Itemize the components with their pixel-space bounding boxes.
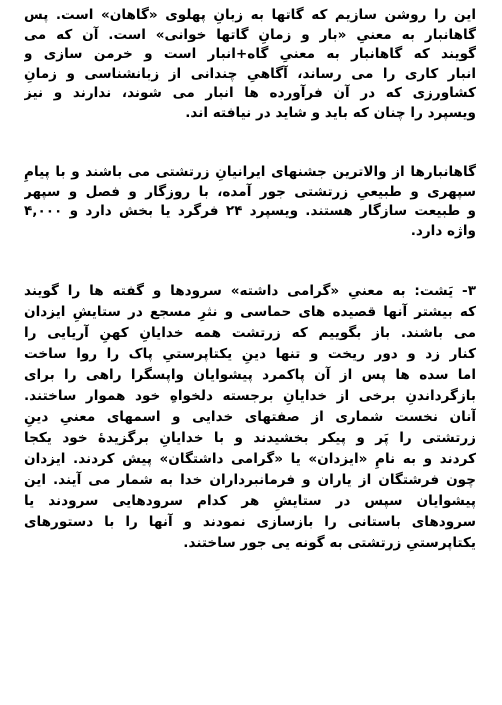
text-line: ویسپرد را چنان که باید و شاید در نیافته اند. (185, 104, 476, 121)
text-line: یکتاپرستیِ زرتشتی به گونه یی جور ساختند. (183, 535, 476, 551)
text-line: ۳- یَشت: به معنیِ «گرامی داشته» سرودها و گفته ها را گویند (24, 283, 476, 299)
paragraph-gahanbar-etymology (24, 6, 476, 123)
text-line: چون فرشتگان از یاران و فرمانبرداران خدا به شمار می آیند. این (24, 472, 476, 488)
text-line: انبار کاری را می رساند، آگاهیِ چندانی از زبانشناسی و زمانِ (24, 65, 476, 82)
text-line: آنان نخست شماری از صفتهای خدایی و اسمهای معنیِ دینِ (24, 409, 476, 425)
text-line: و طبیعت سازگار هستند. ویسپرد ۲۴ فرگرد یا بخش دارد و ۴,۰۰۰ (24, 203, 476, 219)
text-line: واژه دارد. (410, 222, 476, 239)
text-line: این را روشن سازیم که گاتها به زبانِ پهلوی «گاهان» است. پس (24, 7, 476, 23)
text-line: کنار زد و دور ریخت و تنها دینِ یکتاپرستیِ پاک را روا ساخت (24, 346, 476, 362)
text-line: سپهری و طبیعیِ زرتشتی جور آمده، با روزگار و فصل و سپهر (24, 183, 476, 200)
text-line: گاهانبارها از والاترین جشنهای ایرانیانِ زرتشتی می باشند و با پیامِ (24, 164, 476, 180)
text-line: بازگرداندنِ برخی از خدایانِ برجسته دلخواهِ خود هموار ساختند. (24, 388, 476, 404)
text-line: اما سده ها پس از آن پاکمرد پیشوایان واپسگرا راهی را برای (24, 367, 476, 383)
paragraph-yasht (24, 281, 476, 554)
text-line: زرتشتی را پَر و پیکر بخشیدند و با خدایانِ برگزیدهٔ خود یکجا (24, 430, 476, 446)
text-line: گاهانبار به معنیِ «بار و زمانِ گاتها خوانی» است. آن که می (24, 26, 476, 43)
text-line: گویند که گاهانبار به معنیِ گاه+انبار است و خرمن سازی و (24, 46, 476, 62)
text-line: پیشوایان سپس در ستایشِ هر کدام سرودهایی سرودند یا (24, 493, 476, 509)
text-line: کردند و به نامِ «ایزدان» یا «گرامی داشتگان» پیش کردند. ایزدان (24, 451, 476, 467)
paragraph-gahanbar-festivals (24, 163, 476, 241)
text-line: که بیشتر آنها قصیده های حماسی و نثرِ مسجع در ستایشِ ایزدان (24, 304, 476, 320)
text-line: کشاورزی که در آن فرآورده ها انبار می شوند، ندارند و نیز (24, 85, 476, 101)
text-line: سرودهای باستانی را بازسازی نمودند و آنها را با دستورهای (24, 514, 476, 530)
text-line: می باشند. باز بگوییم که زرتشت همه خدایانِ کهنِ آریایی را (24, 325, 476, 341)
